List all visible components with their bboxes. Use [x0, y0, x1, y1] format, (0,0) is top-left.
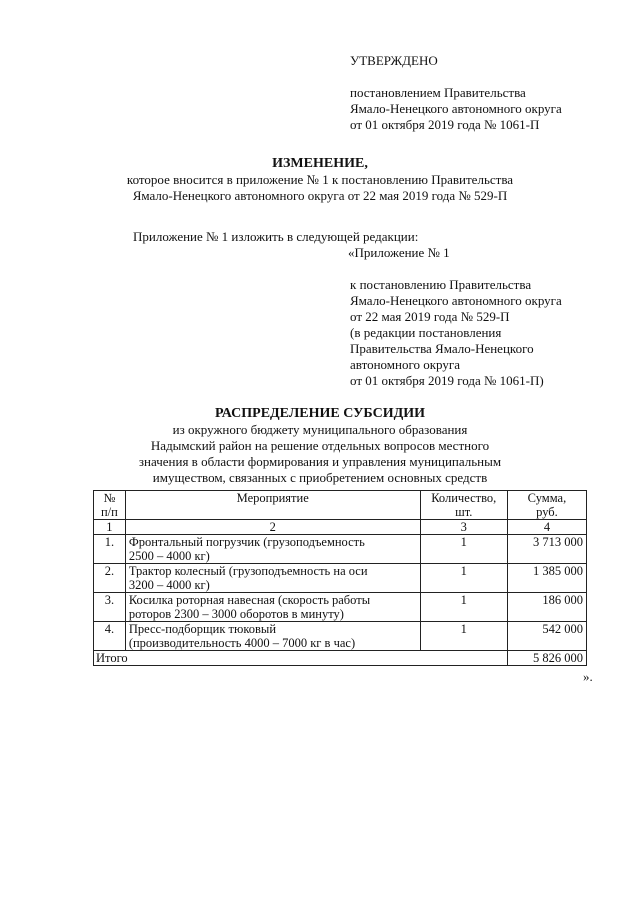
- column-number: 4: [507, 520, 586, 535]
- instruction-text: Приложение № 1 изложить в следующей редакции:: [133, 229, 419, 244]
- column-number: 1: [94, 520, 126, 535]
- change-line: которое вносится в приложение № 1 к постановлению Правительства: [126, 172, 514, 187]
- change-line: Ямало-Ненецкого автономного округа от 22 мая 2019 года № 529-П: [132, 188, 508, 203]
- total-label: Итого: [94, 651, 508, 666]
- header-sum: Сумма, руб.: [507, 491, 586, 520]
- header-qty: Количество, шт.: [420, 491, 507, 520]
- row-sum: 186 000: [507, 593, 586, 622]
- table-header-row: [94, 491, 587, 520]
- header-event: Мероприятие: [125, 491, 420, 520]
- row-name: Пресс-подборщик тюковый (производительность 4000 – 7000 кг в час): [125, 622, 420, 651]
- appendix-line: автономного округа: [350, 357, 460, 372]
- row-num: 1.: [94, 535, 126, 564]
- table-row: [94, 564, 587, 593]
- approval-line: Ямало-Ненецкого автономного округа: [350, 101, 562, 116]
- appendix-line: от 01 октября 2019 года № 1061-П): [350, 373, 544, 388]
- table-row: [94, 535, 587, 564]
- total-sum: 5 826 000: [507, 651, 586, 666]
- row-name: Трактор колесный (грузоподъемность на оси 3200 – 4000 кг): [125, 564, 420, 593]
- row-sum: 1 385 000: [507, 564, 586, 593]
- appendix-line: к постановлению Правительства: [350, 277, 532, 292]
- appendix-line: (в редакции постановления: [350, 325, 502, 340]
- appendix-line: Ямало-Ненецкого автономного округа: [350, 293, 562, 308]
- table-row: [94, 593, 587, 622]
- subsidy-table: [93, 490, 587, 666]
- change-title: ИЗМЕНЕНИЕ,: [272, 156, 368, 171]
- row-qty: 1: [420, 622, 507, 651]
- row-sum: 542 000: [507, 622, 586, 651]
- row-qty: 1: [420, 593, 507, 622]
- header-num: № п/п: [94, 491, 126, 520]
- appendix-line: Правительства Ямало-Ненецкого: [350, 341, 534, 356]
- row-qty: 1: [420, 564, 507, 593]
- column-number: 3: [420, 520, 507, 535]
- column-numbers-row: [94, 520, 587, 535]
- distribution-line: из окружного бюджету муниципального образования: [172, 422, 468, 437]
- closing-mark: ».: [583, 669, 593, 684]
- total-row: [94, 651, 587, 666]
- distribution-line: имуществом, связанных с приобретением основных средств: [152, 470, 488, 485]
- appendix-line: от 22 мая 2019 года № 529-П: [350, 309, 510, 324]
- row-num: 3.: [94, 593, 126, 622]
- appendix-heading: «Приложение № 1: [348, 245, 450, 260]
- distribution-line: Надымский район на решение отдельных вопросов местного: [150, 438, 490, 453]
- row-num: 2.: [94, 564, 126, 593]
- approval-line: от 01 октября 2019 года № 1061-П: [350, 117, 540, 132]
- row-name: Косилка роторная навесная (скорость работы роторов 2300 – 3000 оборотов в минуту): [125, 593, 420, 622]
- row-sum: 3 713 000: [507, 535, 586, 564]
- distribution-line: значения в области формирования и управления муниципальным: [138, 454, 502, 469]
- row-qty: 1: [420, 535, 507, 564]
- row-name: Фронтальный погрузчик (грузоподъемность 2500 – 4000 кг): [125, 535, 420, 564]
- distribution-title: РАСПРЕДЕЛЕНИЕ СУБСИДИИ: [214, 406, 425, 421]
- approval-heading: УТВЕРЖДЕНО: [350, 53, 438, 68]
- column-number: 2: [125, 520, 420, 535]
- row-num: 4.: [94, 622, 126, 651]
- table-row: [94, 622, 587, 651]
- approval-line: постановлением Правительства: [350, 85, 526, 100]
